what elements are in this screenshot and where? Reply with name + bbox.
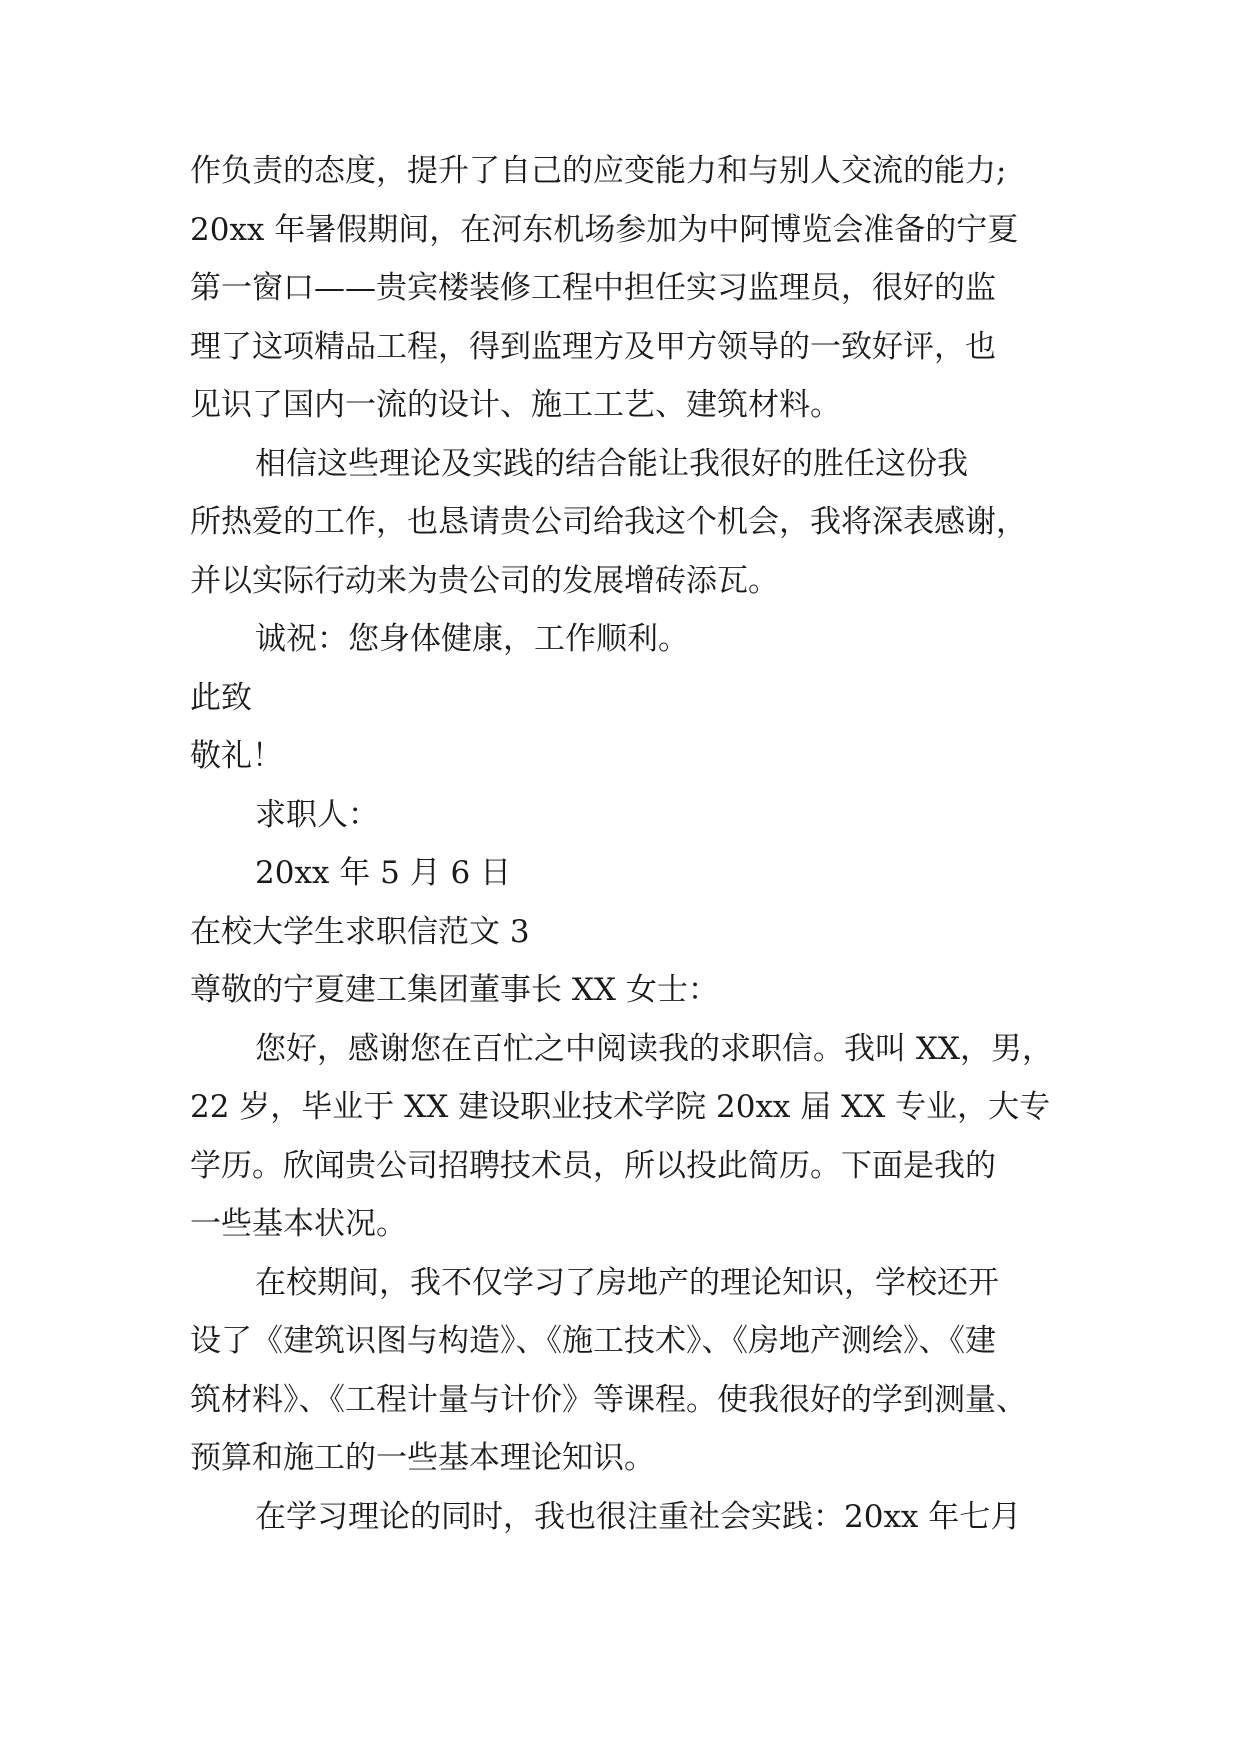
text-line: 作负责的态度，提升了自己的应变能力和与别人交流的能力; [190, 153, 1007, 189]
text-line: 20xx 年暑假期间，在河东机场参加为中阿博览会准备的宁夏 [190, 211, 1019, 248]
text-line: 并以实际行动来为贵公司的发展增砖添瓦。 [190, 562, 779, 599]
applicant-signature: 求职人： [255, 796, 379, 833]
paragraph-start-line: 在学习理论的同时，我也很注重社会实践：20xx 年七月 [255, 1498, 1022, 1535]
paragraph-start-line: 在校期间，我不仅学习了房地产的理论知识，学校还开 [255, 1264, 999, 1301]
text-line: 预算和施工的一些基本理论知识。 [190, 1440, 655, 1476]
letter-body [190, 142, 1060, 1546]
closing-wish: 诚祝：您身体健康，工作顺利。 [255, 621, 689, 657]
paragraph-start-line: 您好，感谢您在百忙之中阅读我的求职信。我叫 XX，男， [255, 1030, 1053, 1067]
text-line: 学历。欣闻贵公司招聘技术员，所以投此简历。下面是我的 [190, 1147, 996, 1184]
text-line: 理了这项精品工程，得到监理方及甲方领导的一致好评，也 [190, 328, 996, 365]
text-line: 见识了国内一流的设计、施工工艺、建筑材料。 [190, 387, 841, 423]
text-line: 第一窗口——贵宾楼装修工程中担任实习监理员，很好的监 [190, 270, 996, 306]
text-line: 设了《建筑识图与构造》、《施工技术》、《房地产测绘》、《建 [190, 1323, 996, 1359]
section-title: 在校大学生求职信范文 3 [190, 913, 530, 950]
paragraph-start-line: 相信这些理论及实践的结合能让我很好的胜任这份我 [255, 445, 968, 482]
salutation-cizhi: 此致 [190, 679, 252, 716]
text-line: 22 岁，毕业于 XX 建设职业技术学院 20xx 届 XX 专业，大专 [190, 1089, 1051, 1125]
text-line: 所热爱的工作，也恳请贵公司给我这个机会，我将深表感谢， [190, 504, 1027, 540]
addressee-line: 尊敬的宁夏建工集团董事长 XX 女士： [190, 972, 719, 1008]
text-line: 一些基本状况。 [190, 1206, 407, 1242]
letter-date: 20xx 年 5 月 6 日 [255, 855, 512, 891]
salutation-jingli: 敬礼！ [190, 738, 283, 774]
text-line: 筑材料》、《工程计量与计价》等课程。使我很好的学到测量、 [190, 1381, 1027, 1418]
